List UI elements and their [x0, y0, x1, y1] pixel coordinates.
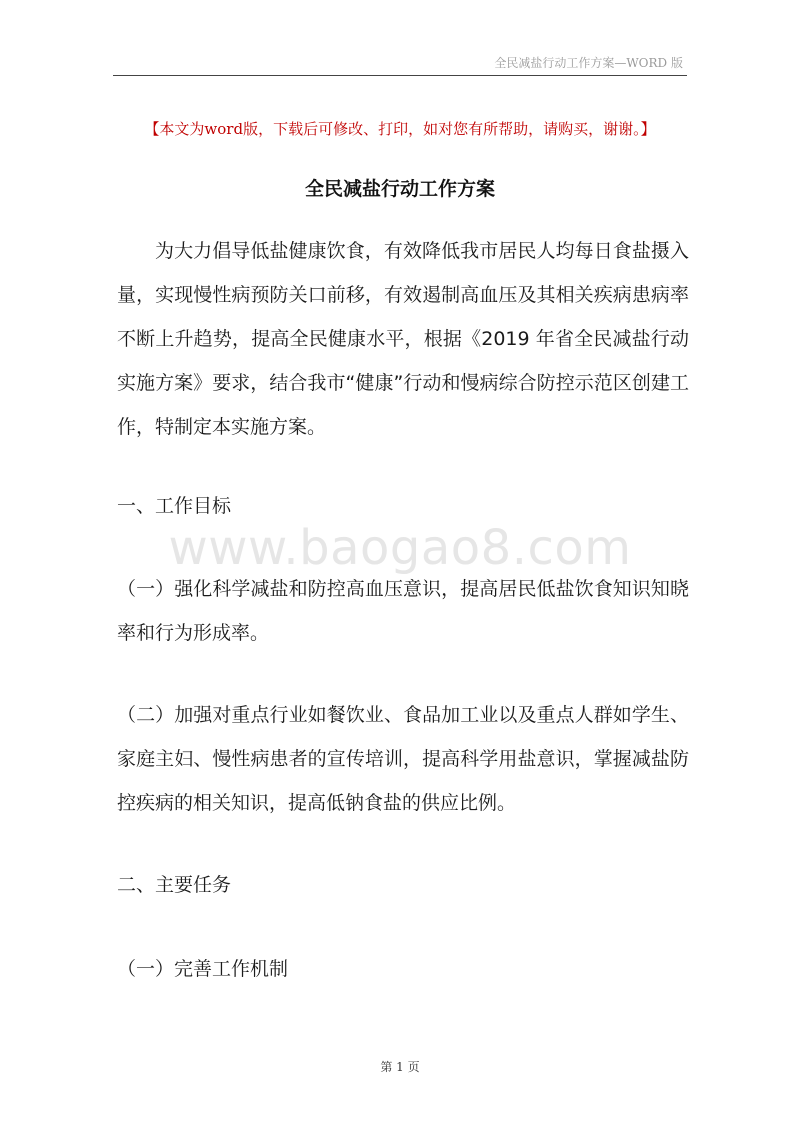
- subsection-heading-mechanism: （一）完善工作机制: [117, 958, 289, 980]
- goal-paragraph-1: （一）强化科学减盐和防控高血压意识，提高居民低盐饮食知识知晓率和行为形成率。: [117, 578, 689, 644]
- running-header: 全民减盐行动工作方案—WORD 版: [494, 56, 683, 70]
- document-title: 全民减盐行动工作方案: [304, 178, 495, 200]
- header-divider: [113, 75, 687, 76]
- section-heading-goals: 一、工作目标: [117, 495, 232, 517]
- page-number: 第 1 页: [380, 1060, 420, 1074]
- goal-paragraph-2: （二）加强对重点行业如餐饮业、食品加工业以及重点人群如学生、家庭主妇、慢性病患者的宣传培训，提高科学用盐意识，掌握减盐防控疾病的相关知识，提高低钠食盐的供应比例。: [117, 704, 689, 814]
- purchase-notice: 【本文为word版，下载后可修改、打印，如对您有所帮助，请购买，谢谢。】: [144, 120, 656, 138]
- watermark: www.baogao8.com: [168, 520, 632, 576]
- intro-paragraph: 为大力倡导低盐健康饮食，有效降低我市居民人均每日食盐摄入量，实现慢性病预防关口前移，有效遏制高血压及其相关疾病患病率不断上升趋势，提高全民健康水平，根据《2019 年省全民减盐行动实施方案》要求，结合我市“健康”行动和慢病综合防控示范区创建工作，特制定本实施方案。: [117, 240, 689, 438]
- section-heading-tasks: 二、主要任务: [117, 874, 232, 896]
